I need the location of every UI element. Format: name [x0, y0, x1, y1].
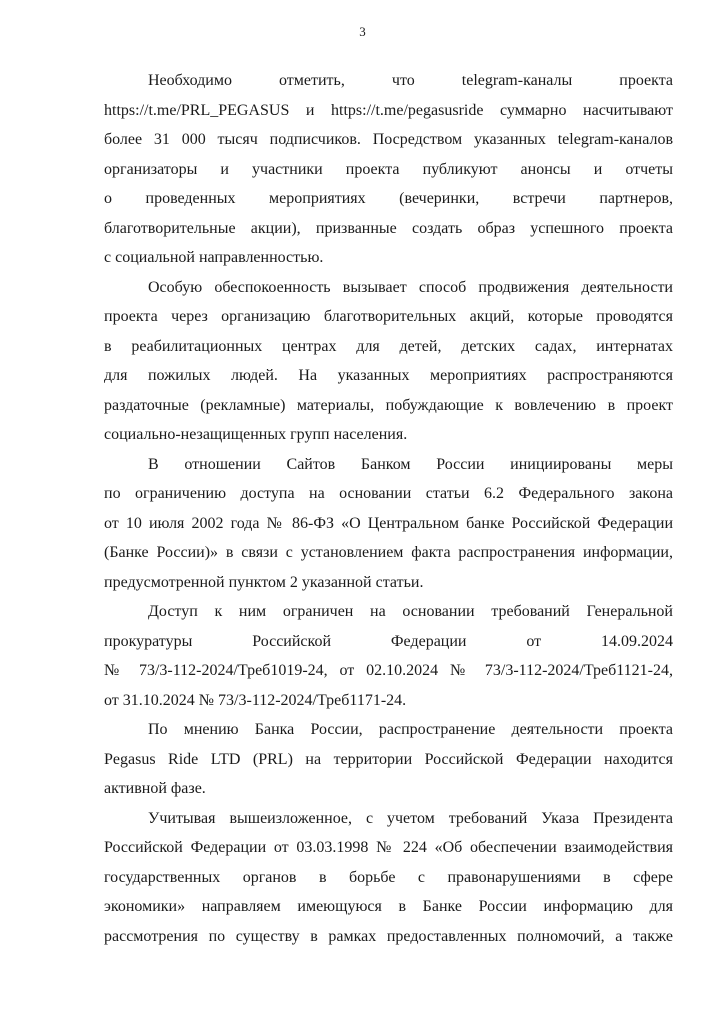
text-line: Учитывая вышеизложенное, с учетом требований Указа Президента [148, 809, 673, 827]
text-line: раздаточные (рекламные) материалы, побуждающие к вовлечению в проект [104, 396, 673, 414]
text-line: Доступ к ним ограничен на основании требований Генеральной [148, 603, 673, 620]
text-line: Особую обеспокоенность вызывает способ продвижения деятельности [148, 278, 673, 296]
paragraph [104, 450, 673, 598]
text-line: в реабилитационных центрах для детей, детских садах, интернатах [104, 337, 673, 355]
paragraph [104, 66, 673, 273]
text-line: Необходимо отметить, что telegram-каналы проекта [148, 72, 673, 89]
text-line: В отношении Сайтов Банком России инициированы меры [148, 455, 673, 473]
paragraph [104, 715, 673, 804]
text-line: По мнению Банка России, распространение деятельности проекта [148, 721, 673, 738]
text-line: с социальной направленностью. [104, 249, 324, 266]
text-line: социально-незащищенных групп населения. [104, 426, 408, 443]
text-line: от 31.10.2024 № 73/3-112-2024/Треб1171-24. [104, 691, 407, 709]
text-line: о проведенных мероприятиях (вечеринки, встречи партнеров, [104, 190, 673, 207]
text-line: организаторы и участники проекта публикуют анонсы и отчеты [104, 160, 673, 178]
text-line: государственных органов в борьбе с правонарушениями в сфере [104, 868, 673, 886]
paragraph [104, 273, 673, 450]
page-number: 3 [359, 24, 366, 39]
text-line: прокуратуры Российской Федерации от 14.09.2024 [104, 632, 673, 650]
text-line: для пожилых людей. На указанных мероприятиях распространяются [104, 367, 673, 384]
text-line: предусмотренной пунктом 2 указанной статьи. [104, 573, 424, 591]
text-line: благотворительные акции), призванные создать образ успешного проекта [104, 219, 673, 237]
text-line: Pegasus Ride LTD (PRL) на территории Российской Федерации находится [104, 750, 673, 768]
paragraph [104, 804, 673, 952]
paragraph [104, 597, 673, 715]
text-line: № 73/3-112-2024/Треб1019-24, от 02.10.2024 № 73/3-112-2024/Треб1121-24, [104, 662, 673, 679]
text-line: по ограничению доступа на основании статьи 6.2 Федерального закона [104, 485, 673, 502]
text-line: более 31 000 тысяч подписчиков. Посредством указанных telegram-каналов [104, 131, 673, 148]
text-line: (Банке России)» в связи с установлением факта распространения информации, [104, 544, 673, 561]
text-line: Российской Федерации от 03.03.1998 № 224 «Об обеспечении взаимодействия [104, 839, 673, 856]
text-line: рассмотрения по существу в рамках предоставленных полномочий, а также [104, 927, 673, 945]
text-line: от 10 июля 2002 года № 86-ФЗ «О Центральном банке Российской Федерации [104, 514, 673, 532]
text-line: активной фазе. [104, 780, 206, 797]
text-line: экономики» направляем имеющуюся в Банке России информацию для [104, 898, 673, 915]
text-line: https://t.me/PRL_PEGASUS и https://t.me/pegasusride суммарно насчитывают [104, 101, 673, 119]
text-line: проекта через организацию благотворительных акций, которые проводятся [104, 308, 673, 325]
document-body [104, 66, 673, 951]
